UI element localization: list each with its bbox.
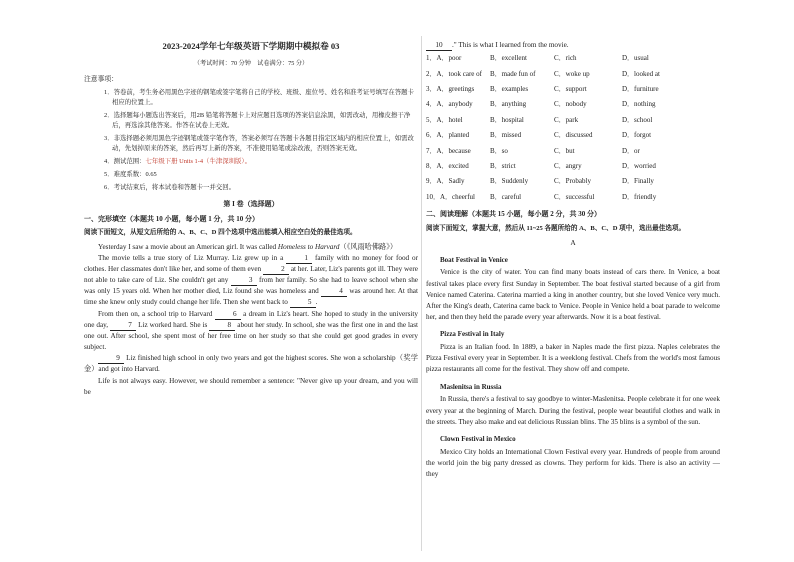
option-a-text: A．excited xyxy=(436,161,469,170)
option-number: 5． xyxy=(426,115,437,124)
article-title-2: Pizza Festival in Italy xyxy=(440,330,505,339)
option-b: B．hospital xyxy=(490,115,524,124)
cloze-para-3: From then on, a school trip to Harvard 6 a dream in Liz's heart. She hoped to study in the university one day, 7 Liz worked hard. She is 8 about her study. In school, she was the first one in and the last one out. After school, she spent most of her free time on her study so that she could get good grades in every subject. xyxy=(84,309,419,352)
option-c: C．Probably xyxy=(554,177,591,186)
option-d: D．or xyxy=(622,146,640,155)
option-c: C．park xyxy=(554,115,579,124)
option-d: D．worried xyxy=(622,161,656,170)
option-b: B．made fun of xyxy=(490,69,536,78)
cloze-para-5: Life is not always easy. However, we should remember a sentence: "Never give up your dream, and you will be xyxy=(84,376,418,396)
blank-8: 8 xyxy=(209,322,235,331)
section2-instruction: 阅读下面短文，掌握大意，然后从 11~25 各题所给的 A、B、C、D 项中，选出最佳选项。 xyxy=(426,224,686,232)
option-a xyxy=(426,128,490,143)
cloze-para-1: Yesterday I saw a movie about an American girl. It was called Homeless to Harvard（《风雨哈佛路》） xyxy=(98,242,398,251)
option-a xyxy=(426,51,490,66)
note-2: 2．选择题每小题选出答案后，用2B 铅笔将答题卡上对应题目选项的答案信息涂黑，如需改动，用橡皮擦干净后，再选涂其他答案。作答在试卷上无效。 xyxy=(104,112,411,130)
option-a xyxy=(426,144,490,159)
blank-9: 9 xyxy=(98,355,124,364)
article-title-3: Maslenitsa in Russia xyxy=(440,382,502,391)
option-row xyxy=(426,128,720,143)
option-b: B．missed xyxy=(490,131,522,140)
note-6: 6．考试结束后，将本试卷和答题卡一并交回。 xyxy=(104,183,236,191)
option-b: B．so xyxy=(490,146,508,155)
option-number: 7． xyxy=(426,146,437,155)
option-a-text: A．anybody xyxy=(436,100,473,109)
option-c: C．support xyxy=(554,84,587,93)
option-d: D．school xyxy=(622,115,653,124)
option-a-text: A．cheerful xyxy=(440,192,475,201)
option-b: B．strict xyxy=(490,161,516,170)
option-c: C．discussed xyxy=(554,131,593,140)
option-number: 3． xyxy=(426,84,437,93)
note-1: 1．答卷前，考生务必用黑色字迹的钢笔或签字笔将自己的学校、班级、座位号、姓名和准考证号填写在答题卡相应的位置上。 xyxy=(104,89,414,107)
option-a xyxy=(426,97,490,112)
note-4 xyxy=(84,157,418,167)
option-b: B．anything xyxy=(490,100,527,109)
part1-title: 第 I 卷（选择题） xyxy=(223,199,279,208)
option-b: B．excellent xyxy=(490,54,527,63)
right-column xyxy=(426,40,720,480)
option-a-text: A．took care of xyxy=(436,69,482,78)
option-a xyxy=(426,190,490,205)
option-a xyxy=(426,159,490,174)
option-a-text: A．Sadly xyxy=(436,177,465,186)
blank-7: 7 xyxy=(110,322,136,331)
option-b: B．examples xyxy=(490,84,529,93)
option-row xyxy=(426,97,720,112)
article-text-4: Mexico City holds an International Clown Festival every year. Hundreds of people from around the world join the big party dressed as clowns. They perform for kids. There is also an activity — they xyxy=(426,447,720,478)
exam-title: 2023-2024学年七年级英语下学期期中模拟卷 03 xyxy=(162,41,340,51)
blank-2: 2 xyxy=(263,266,289,275)
article-text-3: In Russia, there's a festival to say goodbye to winter-Maslenitsa. People celebrate it for one week every year at the beginning of March. During the festival, people wear beautiful clothes and walk in the streets. They also make and eat delicious Russian blins. The 35 blins is a symbol of the sun. xyxy=(426,395,720,426)
column-divider xyxy=(421,36,422,551)
section1-instruction: 阅读下面短文，从短文后所给的 A、B、C、D 四个选项中选出能填入相应空白处的最佳选项。 xyxy=(84,229,357,237)
option-number: 9． xyxy=(426,177,437,186)
option-b: B．careful xyxy=(490,192,522,201)
cloze-para-5-cont: 10 ." This is what I learned from the movie. xyxy=(426,40,720,51)
option-row xyxy=(426,174,720,189)
passage-letter: A xyxy=(570,238,576,248)
blank-3: 3 xyxy=(231,277,257,286)
blank-10: 10 xyxy=(426,42,452,51)
note-5: 5．难度系数：0.65 xyxy=(104,170,157,178)
option-row xyxy=(426,113,720,128)
left-column xyxy=(84,36,418,398)
section2-heading: 二、阅读理解（本题共 15 小题，每小题 2 分，共 30 分） xyxy=(426,210,601,219)
option-d: D．usual xyxy=(622,54,649,63)
option-number: 10． xyxy=(426,192,440,201)
option-a-text: A．hotel xyxy=(436,115,463,124)
option-number: 6． xyxy=(426,131,437,140)
option-c: C．nobody xyxy=(554,100,587,109)
note-3: 3．非选择题必须用黑色字迹钢笔或签字笔作答，答案必须写在答题卡各题目指定区域内的相应位置上，如需改动，先划掉原来的答案，然后再写上新的答案，不准使用铅笔或涂改液，否则答案无效。 xyxy=(104,135,414,153)
option-c: C．successful xyxy=(554,192,595,201)
option-c: C．rich xyxy=(554,54,577,63)
option-d: D．friendly xyxy=(622,192,657,201)
notes-label: 注意事项： xyxy=(84,75,118,83)
exam-subtitle: （考试时间：70 分钟 试卷满分：75 分） xyxy=(193,60,309,68)
cloze-para-2: The movie tells a true story of Liz Murray. Liz grew up in a 1 family with no money for food or clothes. Her classmates don't like her, and some of them even 2 at her. Later, Liz's parents got ill. They were not able to take care of Liz. She couldn't get any 3 from her family. So she had to leave school when she was only 15 years old. When her mother died, Liz found she was homeless and 4 was around her. At that time she knew only study could change her life. Then she went back to 5 . xyxy=(84,253,418,307)
option-a-text: A．planted xyxy=(436,131,470,140)
option-row xyxy=(426,82,720,97)
option-row xyxy=(426,144,720,159)
option-c: C．angry xyxy=(554,161,582,170)
option-a-text: A．greetings xyxy=(436,84,475,93)
blank-1: 1 xyxy=(286,255,312,264)
option-a xyxy=(426,82,490,97)
article-text-2: Pizza is an Italian food. In 1889, a baker in Naples made the first pizza. Naples celebrates the Pizza Festival every year in September. It is a weeklong festival. Chefs from the world's most famous pizza restaurants all come for the festival. They show off and compete. xyxy=(426,343,720,374)
options-list xyxy=(426,51,720,205)
option-a xyxy=(426,174,490,189)
option-d: D．furniture xyxy=(622,84,659,93)
note-4-label: 4．测试范围： xyxy=(104,157,146,165)
cloze-para-4: 9 Liz finished high school in only two years and got the highest scores. She won a scholarship（奖学金）and got into Harvard. xyxy=(84,354,418,374)
option-c: C．woke up xyxy=(554,69,590,78)
article-title-4: Clown Festival in Mexico xyxy=(440,434,516,443)
blank-4: 4 xyxy=(321,288,347,297)
option-row xyxy=(426,67,720,82)
option-d: D．forgot xyxy=(622,131,652,140)
option-number: 4． xyxy=(426,100,437,109)
option-a-text: A．because xyxy=(436,146,471,155)
option-number: 8． xyxy=(426,161,437,170)
option-row xyxy=(426,51,720,66)
test-scope: 七年级下册 Units 1-4（牛津深圳版）。 xyxy=(145,157,251,165)
option-d: D．nothing xyxy=(622,100,656,109)
section1-heading: 一、完形填空（本题共 10 小题，每小题 1 分，共 10 分） xyxy=(84,214,259,223)
article-title-1: Boat Festival in Venice xyxy=(440,255,508,264)
article-text-1: Venice is the city of water. You can find many boats instead of cars there. In Venice, a boat festival takes place every first Sunday in September. The boat festival started because of a girl from Venice named Caterina. Caterina married a king in another country, but she loved Venice very much. After the King's death, Caterina came back to Venice. People in Venice held a boat parade to welcome her, and then they held the parade every year afterwards. Now it is a boat festival. xyxy=(426,268,720,322)
option-number: 1． xyxy=(426,54,437,63)
blank-6: 6 xyxy=(215,311,241,320)
option-b: B．Suddenly xyxy=(490,177,529,186)
option-number: 2． xyxy=(426,69,437,78)
option-a xyxy=(426,67,490,82)
option-a-text: A．poor xyxy=(436,54,462,63)
option-d: D．looked at xyxy=(622,69,660,78)
option-row xyxy=(426,159,720,174)
option-c: C．but xyxy=(554,146,575,155)
option-row xyxy=(426,190,720,205)
option-d: D．Finally xyxy=(622,177,654,186)
blank-5: 5 xyxy=(290,299,316,308)
option-a xyxy=(426,113,490,128)
